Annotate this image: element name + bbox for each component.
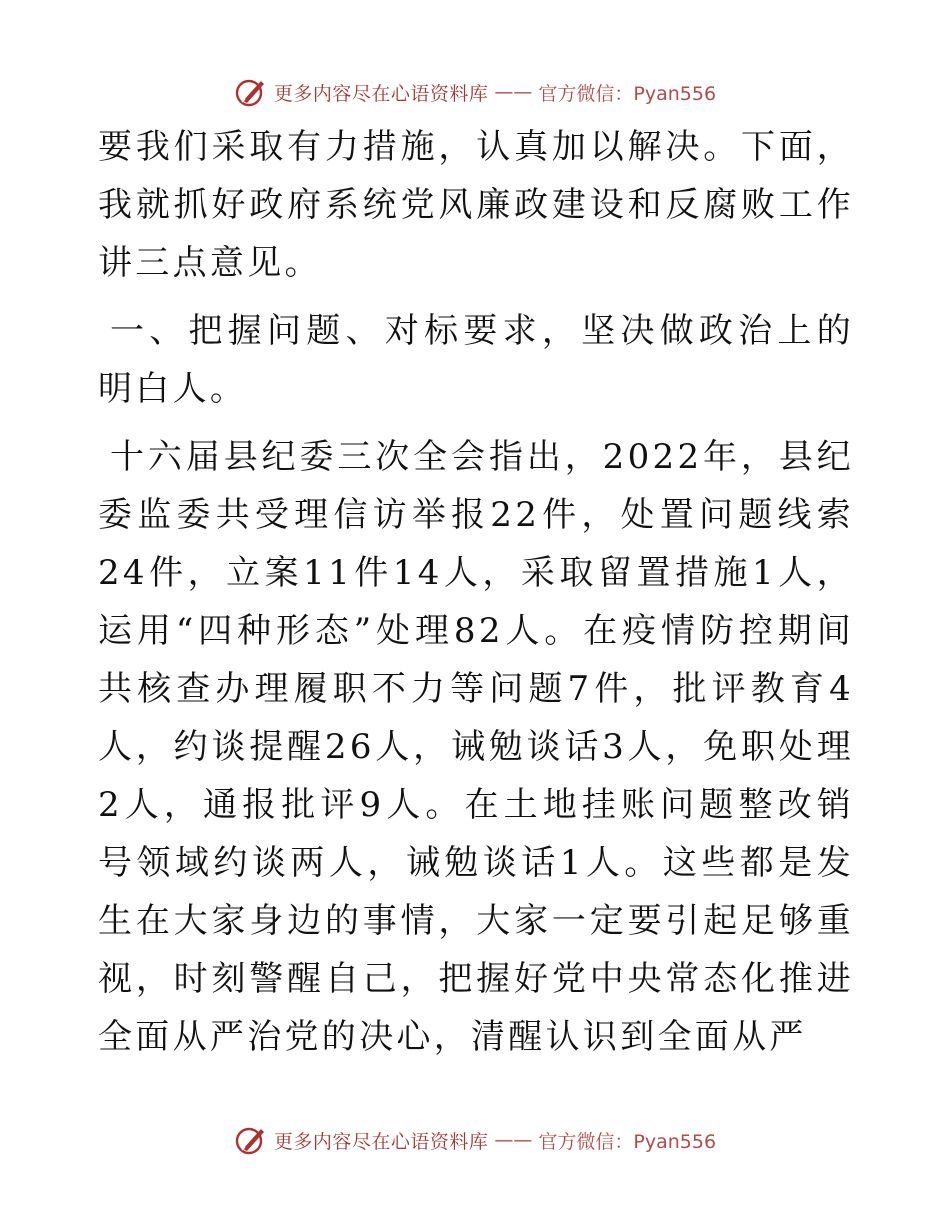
section-heading: 一、把握问题、对标要求，坚决做政治上的明白人。 xyxy=(98,311,854,409)
watermark-main-text: 更多内容尽在心语资料库 xyxy=(273,1130,489,1153)
watermark-main-text: 更多内容尽在心语资料库 xyxy=(273,82,489,105)
header-watermark xyxy=(0,72,950,112)
watermark-wechat-text: 官方微信：Pyan556 xyxy=(538,1130,717,1153)
paragraph-intro: 要我们采取有力措施，认真加以解决。下面，我就抓好政府系统党风廉政建设和反腐败工作讲三点意见。 xyxy=(98,127,854,283)
footer-watermark xyxy=(0,1120,950,1160)
watermark-separator: —— xyxy=(494,1129,533,1151)
quill-pen-logo-icon xyxy=(234,75,268,109)
paragraph-body: 十六届县纪委三次全会指出，2022年，县纪委监委共受理信访举报22件，处置问题线索24件，立案11件14人，采取留置措施1人，运用“四种形态”处理82人。在疫情防控期间共核查办理履职不力等问题7件，批评教育4人，约谈提醒26人，诫勉谈话3人，免职处理2人，通报批评9人。在土地挂账问题整改销号领域约谈两人，诫勉谈话1人。这些都是发生在大家身边的事情，大家一定要引起足够重视，时刻警醒自己，把握好党中央常态化推进全面从严治党的决心，清醒认识到全面从严 xyxy=(98,437,854,1057)
document-body xyxy=(98,118,854,1076)
quill-pen-logo-icon xyxy=(234,1123,268,1157)
watermark-separator: —— xyxy=(494,81,533,103)
watermark-wechat-text: 官方微信：Pyan556 xyxy=(538,82,717,105)
